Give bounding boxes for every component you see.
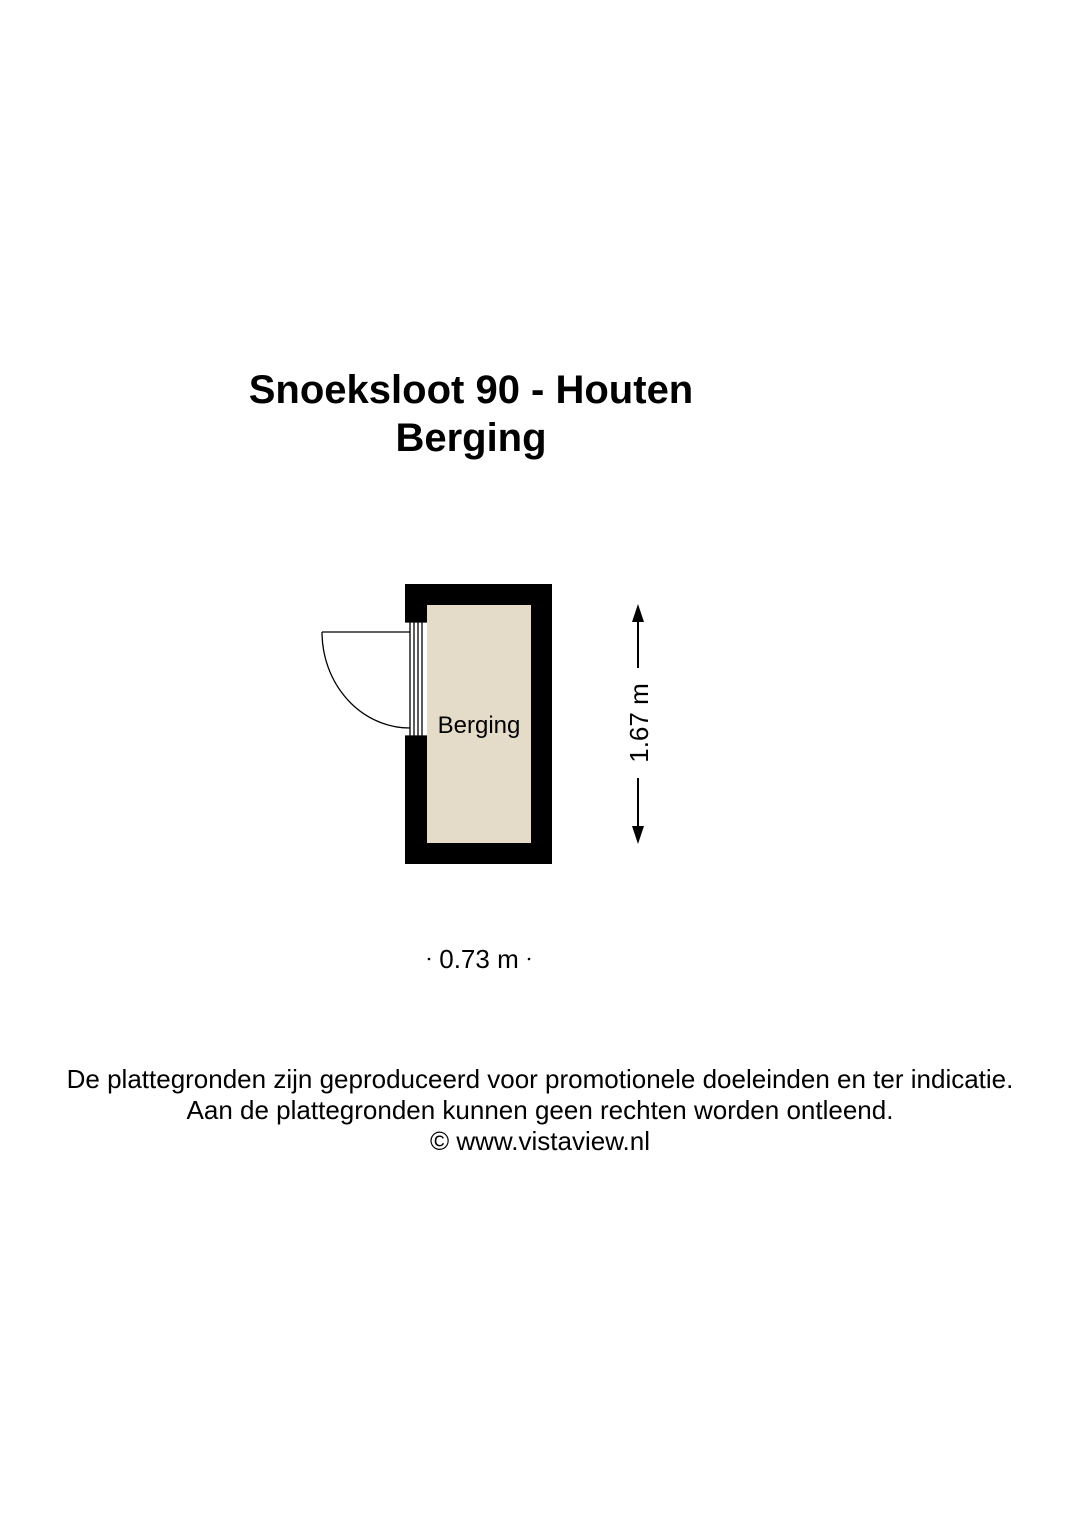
page-title: Snoeksloot 90 - Houten: [248, 368, 694, 412]
copyright-line: © www.vistaview.nl: [430, 1126, 650, 1156]
height-label: 1.67 m: [624, 683, 654, 763]
door-opening: [405, 622, 427, 736]
disclaimer-line-2: Aan de plattegronden kunnen geen rechten worden ontleend.: [186, 1095, 894, 1125]
width-label: 0.73 m: [439, 944, 519, 974]
floor-title: Berging: [395, 416, 547, 460]
disclaimer-line-1: De plattegronden zijn geproduceerd voor promotionele doeleinden en ter indicatie.: [66, 1064, 1014, 1094]
width-dimension: [428, 944, 531, 974]
width-tick-right: [528, 958, 531, 961]
arrow-down-icon: [632, 826, 644, 844]
height-dimension: [624, 604, 654, 844]
width-tick-left: [428, 958, 431, 961]
arrow-up-icon: [632, 604, 644, 622]
room-label: Berging: [437, 712, 521, 739]
